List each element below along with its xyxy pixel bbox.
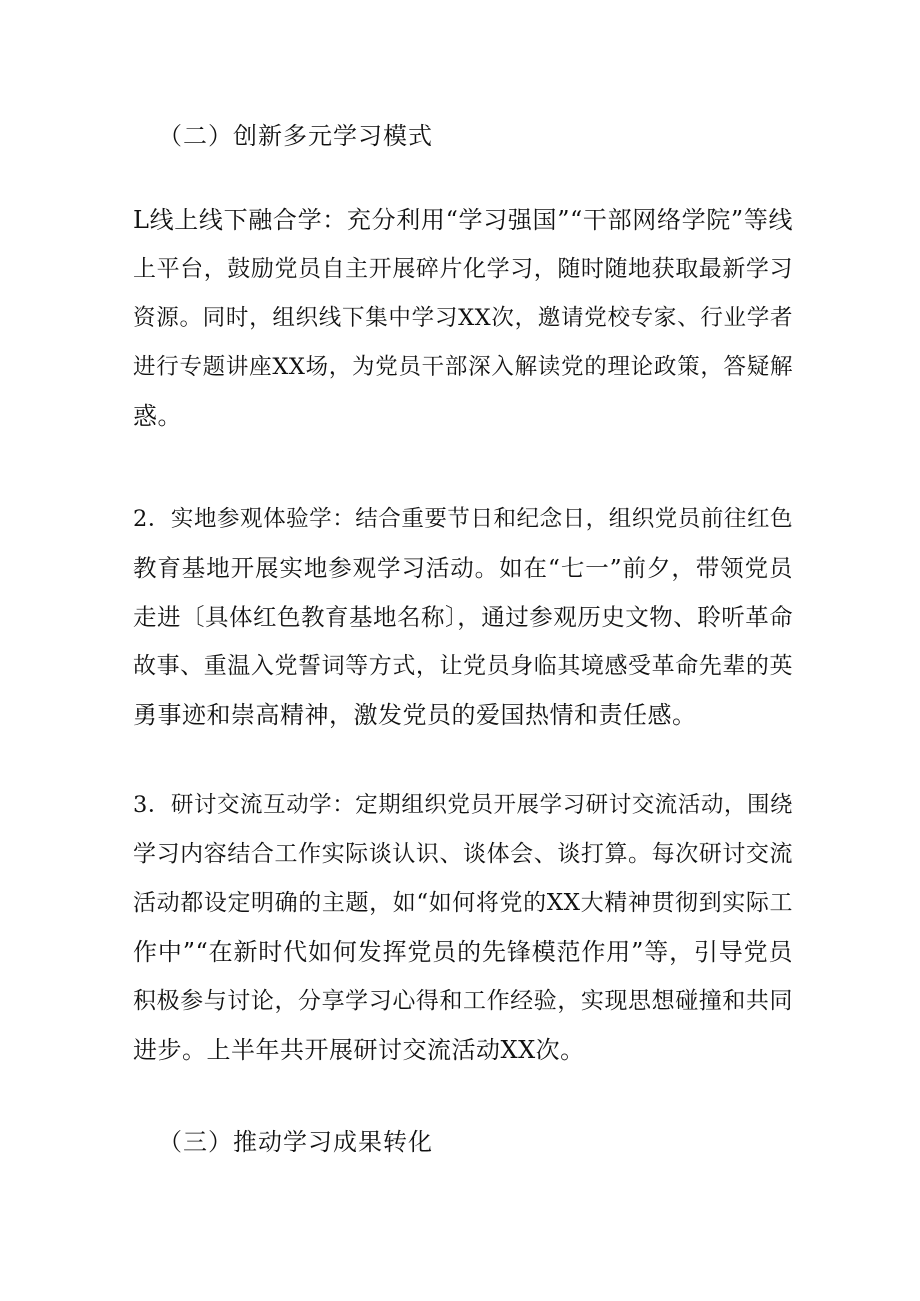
paragraph-discussion-learning (133, 781, 793, 1075)
paragraph-line: 活动都设定明确的主题，如“如何将党的XX大精神贯彻到实际工 (133, 890, 793, 916)
paragraph-line: 2．实地参观体验学：结合重要节日和纪念日，组织党员前往红色 (133, 506, 793, 532)
paragraph-line: 教育基地开展实地参观学习活动。如在“七一”前夕，带领党员 (133, 554, 793, 582)
paragraph-line: 进行专题讲座XX场，为党员干部深入解读党的理论政策，答疑解 (133, 354, 793, 380)
section-heading-learning-outcomes: （三）推动学习成果转化 (158, 1128, 433, 1156)
paragraph-line: 3．研讨交流互动学：定期组织党员开展学习研讨交流活动，围绕 (133, 792, 793, 818)
paragraph-line: 勇事迹和崇高精神，激发党员的爱国热情和责任感。 (133, 701, 697, 729)
paragraph-line: 作中”“在新时代如何发挥党员的先锋模范作用”等，引导党员 (133, 938, 793, 966)
paragraph-line: 积极参与讨论，分享学习心得和工作经验，实现思想碰撞和共同 (133, 988, 793, 1014)
paragraph-field-visit-learning (133, 495, 793, 740)
paragraph-line: 上平台，鼓励党员自主开展碎片化学习，随时随地获取最新学习 (133, 256, 793, 282)
paragraph-line: 走进〔具体红色教育基地名称〕，通过参观历史文物、聆听革命 (133, 603, 794, 631)
paragraph-online-offline-learning (133, 196, 793, 441)
paragraph-line: L线上线下融合学：充分利用“学习强国”“干部网络学院”等线 (133, 206, 793, 234)
paragraph-line: 学习内容结合工作实际谈认识、谈体会、谈打算。每次研讨交流 (133, 841, 793, 867)
paragraph-line: 资源。同时，组织线下集中学习XX次，邀请党校专家、行业学者 (133, 305, 793, 331)
section-heading-innovate-learning: （二）创新多元学习模式 (158, 122, 433, 150)
paragraph-line: 故事、重温入党誓词等方式，让党员身临其境感受革命先辈的英 (133, 653, 793, 679)
paragraph-line: 进步。上半年共开展研讨交流活动XX次。 (133, 1036, 585, 1064)
paragraph-line: 惑。 (133, 402, 182, 430)
